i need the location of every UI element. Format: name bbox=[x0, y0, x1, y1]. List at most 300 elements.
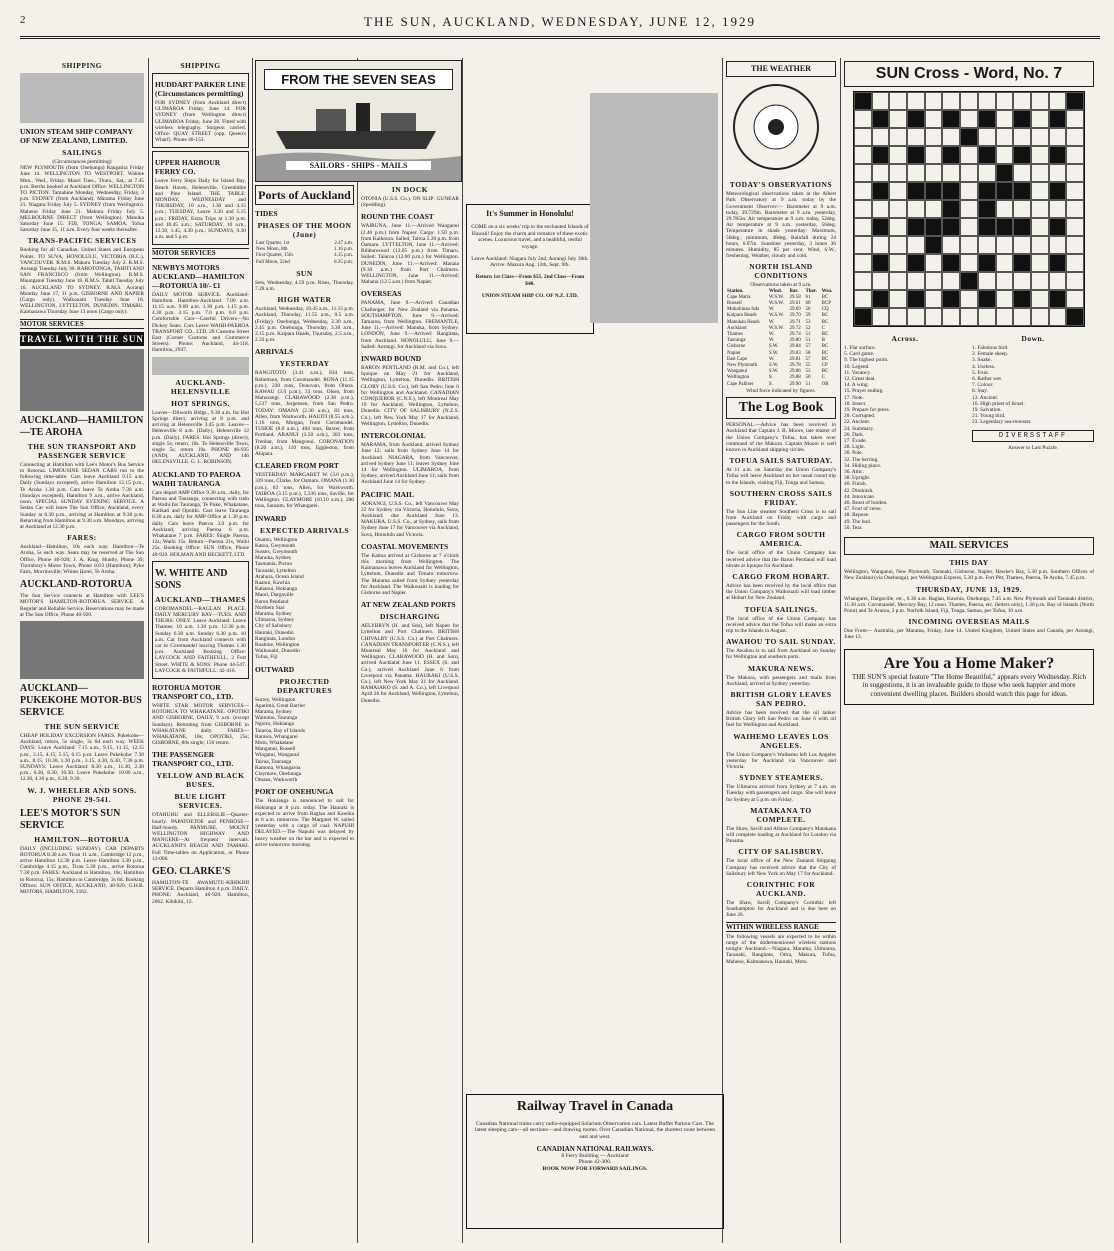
waihemo-text: The Union Company's Waihemo left Los Angeles yesterday for Auckland via Vancouver and Victoria. bbox=[726, 751, 836, 770]
table-cell: Wanganui bbox=[727, 369, 748, 375]
crossword-cell[interactable] bbox=[889, 236, 907, 254]
coast-text: WAIRUNA, June 11.—Arrived Wanganui (2.40 p.m.) from Napier. Cargo: 1.50 p.m. from Kaikoura. Sailed, Tairoa 5.30 p.m. from Oamaru. LYTTELTON, June 11.—Arrived: Ribbonwood (12.05 p.m.) from Timaru. Sailed: Taiaroa (12.00 p.m.) for Wellington. DUNEDIN, June 11.—Arrived: Manaia (9.30 a.m.) from Port Chalmers. WELLINGTON, June 11.—Arrived: Mahana (12.5 a.m.) from Napier. bbox=[361, 223, 459, 286]
ports-heading: Ports of Auckland bbox=[255, 185, 354, 205]
table-cell: Russell bbox=[727, 301, 742, 307]
crossword-cell[interactable] bbox=[907, 272, 925, 290]
list-item: Maori, Dargaville bbox=[255, 592, 294, 599]
crossword-cell[interactable] bbox=[1049, 128, 1067, 146]
crossword-cell[interactable] bbox=[854, 290, 872, 308]
table-cell: 55 bbox=[805, 363, 811, 369]
across-heading: Across. bbox=[891, 334, 919, 343]
crossword-cell[interactable] bbox=[1049, 308, 1067, 326]
crossword-cell[interactable] bbox=[1031, 182, 1049, 200]
mail-thursday: THURSDAY, JUNE 13, 1929. bbox=[915, 584, 1023, 594]
crossword-cell[interactable] bbox=[996, 146, 1014, 164]
crossword-cell[interactable] bbox=[907, 128, 925, 146]
white-heading: W. WHITE AND SONS bbox=[155, 567, 228, 591]
crossword-cell[interactable] bbox=[1031, 254, 1049, 272]
crossword-black-cell bbox=[960, 128, 978, 146]
paeroa-heading: AUCKLAND TO PAEROA WAIHI TAURANGA bbox=[152, 469, 241, 488]
crossword-black-cell bbox=[872, 290, 890, 308]
table-cell: 29.58 bbox=[789, 294, 801, 300]
table-cell: Cape Maria bbox=[727, 294, 751, 300]
column-rule bbox=[840, 58, 841, 1243]
crossword-cell[interactable] bbox=[889, 128, 907, 146]
list-item: Omana, Warkworth bbox=[255, 777, 298, 784]
pukekohe-text: CHEAP HOLIDAY EXCURSION FARES. Pukekohe—Auckland, return, 5s single, 3s 6d each way. WEEK DAYS: Leave Auckland: 7.15 a.m., 9.15, 11.15, 12.15 p.m., 3.15, 4.15, 5.15, 6.15 p.m. Leave Pukekohe: 7.30 a.m., 8.15, 10.30, 1.30 p.m., 3.15, 4.30, 6.30, 7.30 p.m. SUNDAYS: Leave Auckland: 8.30 a.m., 11.30, 2.30 p.m., 6.30, 8.30, 10.30. Leave Pukekohe: 10.00 a.m., 12.30, 4.30 p.m., 6.30, 9.30. bbox=[20, 732, 144, 783]
dock-heading: IN DOCK bbox=[391, 185, 429, 194]
crossword-cell[interactable] bbox=[960, 164, 978, 182]
crossword-cell[interactable] bbox=[1031, 146, 1049, 164]
crossword-cell[interactable] bbox=[872, 164, 890, 182]
railway-company: CANADIAN NATIONAL RAILWAYS. bbox=[536, 1144, 654, 1153]
crossword-black-cell bbox=[925, 218, 943, 236]
table-cell: W. bbox=[768, 356, 775, 362]
table-cell: 60 bbox=[805, 301, 811, 307]
crossword-cell[interactable] bbox=[889, 164, 907, 182]
down-list bbox=[972, 345, 1094, 426]
column-header: Bar. bbox=[789, 288, 799, 294]
rotorua-transport-text: WHITE STAR MOTOR SERVICES—ROTORUA TO WHAKATANE. OPOTIKI AND GISBORNE, DAILY, 9 a.m. (except Sundays). Returning from GISBORNE to WHAKATANE daily. FARES—WHAKATANE, 18s; OPOTIKI, 25s; GISBORNE, 80s single; 150 return. bbox=[152, 702, 249, 747]
clue-item: 30. Pole. bbox=[844, 450, 864, 457]
crossword-cell[interactable] bbox=[942, 236, 960, 254]
crossword-black-cell bbox=[907, 110, 925, 128]
cargo-heading: CARGO FROM SOUTH AMERICA. bbox=[736, 530, 826, 549]
crossword-cell[interactable] bbox=[942, 92, 960, 110]
table-cell: Gisborne bbox=[727, 344, 746, 350]
crossword-cell[interactable] bbox=[925, 146, 943, 164]
crossword-black-cell bbox=[942, 146, 960, 164]
list-item: Taranaki, Lyttelton bbox=[255, 567, 296, 574]
expected-list bbox=[255, 537, 354, 661]
rotorua-text: The Sun Service connects at Hamilton with LEE'S MOTOR'S HAMILTON-ROTORUA SERVICE. A Regular and Reliable Service. Reservations may be made at The Sun Office, Phone 40-920. bbox=[20, 593, 144, 618]
overseas-mail-heading: INCOMING OVERSEAS MAILS bbox=[908, 617, 1030, 627]
crossword-cell[interactable] bbox=[960, 182, 978, 200]
table-cell: Manukau Heads bbox=[727, 319, 760, 325]
crossword-cell[interactable] bbox=[996, 236, 1014, 254]
hobart-text: Advice has been received by the local office that the Union Company's Waikouaiti will load timber at Hobart for New Zealand. bbox=[726, 582, 836, 602]
crossword-cell[interactable] bbox=[889, 200, 907, 218]
list-item: Waikouaiti, Dunedin bbox=[255, 648, 300, 655]
clue-item: 46. Beast of burden. bbox=[844, 500, 888, 507]
harbour-heading: UPPER HARBOUR FERRY CO. bbox=[155, 158, 221, 177]
table-cell: Mokohinau Isds bbox=[727, 307, 760, 313]
crossword-black-cell bbox=[978, 110, 996, 128]
crossword-cell[interactable] bbox=[960, 308, 978, 326]
intercolonial-heading: INTERCOLONIAL bbox=[361, 431, 426, 441]
crossword-cell[interactable] bbox=[872, 236, 890, 254]
crossword-cell[interactable] bbox=[854, 182, 872, 200]
list-item: Ulimaroa, Sydney bbox=[255, 617, 295, 624]
crossword-cell[interactable] bbox=[996, 128, 1014, 146]
crossword-cell[interactable] bbox=[996, 254, 1014, 272]
crossword-cell[interactable] bbox=[996, 200, 1014, 218]
crossword-cell[interactable] bbox=[1066, 110, 1084, 128]
crossword-cell[interactable] bbox=[1013, 308, 1031, 326]
crossword-cell[interactable] bbox=[978, 92, 996, 110]
crossword-cell[interactable] bbox=[889, 272, 907, 290]
crossword-black-cell bbox=[978, 254, 996, 272]
list-item: Onamu, Wellington bbox=[255, 536, 298, 543]
table-cell: Napier bbox=[727, 350, 741, 356]
crossword-cell[interactable] bbox=[1066, 146, 1084, 164]
crossword-cell[interactable] bbox=[942, 272, 960, 290]
pacific-heading: PACIFIC MAIL bbox=[361, 489, 414, 499]
newby-text: DAILY MOTOR SERVICE. Auckland-Hamilton. Hamilton-Auckland. 7.00 a.m. 11.15 a.m. 9.00 a.m. 1.30 p.m. 1.15 p.m. 4.30 p.m. 3.15 p.m. 7.0 p.m. 6.0 p.m. Comfortable Cars—Careful Drivers—No Dickey Seats. Cars Leave WAIHI-PAEROA TRANSPORT CO., LTD. 29 Customs Street East (Corner Customs and Commerce Streets). Phone: Auckland, 44-118. Hamilton, 2947. bbox=[152, 291, 249, 354]
logbook-text: PERSONAL.—Advice has been received in Auckland that Captain J. B. Moore, late master of the Union Company's Tofua, has taken over command of the Makura. Captain Moore is well known in Auckland shipping circles. bbox=[726, 422, 836, 453]
crossword-cell[interactable] bbox=[1066, 254, 1084, 272]
table-cell: 52 bbox=[805, 325, 811, 331]
list-item: Katoa, Greymouth bbox=[255, 542, 296, 549]
clue-item: 15. Prayer ending. bbox=[844, 388, 884, 395]
route-text: Connecting at Hamilton with Lee's Motor's Bus Service to Rotorua. LIMOUSINE SEDAN CARS run to the following time-table: Cars leave Auckland 9.15 a.m. Daily (Sundays excepted), arrive Hamilton 12.15 p.m., Te Aroha 1.30 p.m. Cars leave Te Aroha 7.30 a.m. (Sundays excepted), Hamilton 9 a.m., arrive Auckland, noon. SPECIAL SUNDAY EVENING SERVICE. A Sedan Car will leave The Sun Office, Auckland, every Sunday at 6.30 p.m., arriving at Hamilton at 9.30 p.m. Returning from Hamilton at 9.30 a.m. Mondays, arriving at Auckland at 12.30 p.m. bbox=[20, 461, 144, 530]
pacific-text: AORANGI, U.S.S. Co., left Vancouver May 22 for Sydney via Victoria, Honolulu, Suva, Auckland; due Auckland June 13. MAKURA, U.S.S. Co., at Sydney, sails from Sydney June 17 for Vancouver via Auckland, Suva, Honolulu and Victoria. bbox=[361, 500, 459, 538]
crossword-cell[interactable] bbox=[978, 164, 996, 182]
crossword-black-cell bbox=[1013, 254, 1031, 272]
crossword-cell[interactable] bbox=[889, 110, 907, 128]
crossword-black-cell bbox=[978, 200, 996, 218]
crossword-black-cell bbox=[907, 218, 925, 236]
crossword-cell[interactable] bbox=[872, 92, 890, 110]
railway-book: BOOK NOW FOR FORWARD SAILINGS. bbox=[542, 1165, 648, 1172]
crossword-black-cell bbox=[942, 200, 960, 218]
pukekohe-sub: THE SUN SERVICE bbox=[44, 721, 120, 731]
crossword-black-cell bbox=[1013, 182, 1031, 200]
crossword-cell[interactable] bbox=[1031, 164, 1049, 182]
clue-item: 34. Hiding place. bbox=[844, 462, 882, 469]
crossword-cell[interactable] bbox=[1031, 200, 1049, 218]
table-cell: 29.88 bbox=[789, 375, 801, 381]
list-item: Ruahine, Wellington bbox=[255, 641, 300, 648]
crossword-cell[interactable] bbox=[907, 308, 925, 326]
table-cell: S.W. bbox=[768, 363, 779, 369]
crossword-black-cell bbox=[978, 290, 996, 308]
crossword-cell[interactable] bbox=[978, 308, 996, 326]
crossword-cell[interactable] bbox=[925, 272, 943, 290]
lee-sub: HAMILTON—ROTORUA bbox=[34, 834, 130, 844]
inward-heading: INWARD bbox=[255, 513, 287, 523]
hawaii-footer: UNION STEAM SHIP CO. OF N.Z. LTD. bbox=[481, 292, 579, 299]
corinthic-heading: CORINTHIC FOR AUCKLAND. bbox=[746, 880, 816, 899]
crossword-black-cell bbox=[1013, 146, 1031, 164]
crossword-black-cell bbox=[1013, 218, 1031, 236]
table-cell: 29.61 bbox=[789, 301, 801, 307]
crossword-cell[interactable] bbox=[960, 290, 978, 308]
crossword-cell[interactable] bbox=[978, 128, 996, 146]
crossword-cell[interactable] bbox=[907, 164, 925, 182]
table-cell: B bbox=[821, 338, 825, 344]
clue-item: 24. Summary. bbox=[844, 425, 875, 432]
crossword-cell[interactable] bbox=[907, 92, 925, 110]
down-heading: Down. bbox=[1021, 334, 1045, 343]
crossword-cell[interactable] bbox=[996, 110, 1014, 128]
crossword-cell[interactable] bbox=[925, 254, 943, 272]
crossword-black-cell bbox=[960, 272, 978, 290]
list-item: Tairua, Tauranga bbox=[255, 758, 292, 765]
crossword-cell[interactable] bbox=[854, 272, 872, 290]
table-cell: CQ bbox=[821, 307, 829, 313]
crossword-black-cell bbox=[1049, 146, 1067, 164]
crossword-cell[interactable] bbox=[1066, 128, 1084, 146]
crossword-cell[interactable] bbox=[872, 308, 890, 326]
list-item: Arahura, Ocean Island bbox=[255, 573, 304, 580]
crossword-black-cell bbox=[872, 218, 890, 236]
moon-heading: PHASES OF THE MOON (June) bbox=[257, 221, 352, 239]
north-heading: NORTH ISLAND CONDITIONS bbox=[749, 262, 813, 281]
table-cell: BC bbox=[821, 319, 829, 325]
crossword-cell[interactable] bbox=[996, 308, 1014, 326]
sydney-text: The Ulimaroa arrived from Sydney at 7 a.m. on Tuesday with passengers and cargo. She will leave for Sydney at 5 p.m. on Friday. bbox=[726, 784, 836, 803]
crossword-cell[interactable] bbox=[960, 254, 978, 272]
matakana-heading: MATAKANA TO COMPLETE. bbox=[750, 805, 812, 824]
crossword-black-cell bbox=[996, 218, 1014, 236]
crossword-cell[interactable] bbox=[1066, 236, 1084, 254]
crossword-cell[interactable] bbox=[1013, 128, 1031, 146]
mail-text: Wellington, Wanganui, New Plymouth, Taranaki, Gisborne, Napier, Hawke's Bay, 5.30 p.m. Southern Offices of New Zealand (via Onehunga), per Wellington Express, 5.30 p.m. Fort Pitt, Thames, Paeroa, Te Aroha, 7.45 p.m. bbox=[844, 569, 1094, 582]
sun-text: Sets, Wednesday, 4.59 p.m. Rises, Thursday, 7.28 a.m. bbox=[255, 279, 354, 293]
list-item: Wingatui, Wanganui bbox=[255, 752, 300, 759]
obs-text: Meteorological observations taken at the Albert Park Observatory at 9 a.m. today by the Government Observer:— Barometer at 9 a.m. today, 29.729in. Barometer at 9 a.m. yesterday, 29.785in. Air temperature at 9 a.m. today, 52deg. Air temperature at 9 a.m. yesterday, 56deg. Temperature in shade yesterday: Maximum, 56deg.; minimum, 48deg. Rainfall during 24 hours, 0.07in. Sunshine yesterday, 3 hours 36 minutes. Humidity, 85 per cent. Wind, S.W., freshening. Weather, cloudy and cold. bbox=[726, 191, 836, 260]
crossword-cell[interactable] bbox=[854, 164, 872, 182]
crossword-cell[interactable] bbox=[996, 92, 1014, 110]
table-cell: BC bbox=[821, 350, 829, 356]
huddart-text: FOR SYDNEY (from Auckland direct) ULIMAROA Friday, June 14. FOR SYDNEY (from Wellington direct) ULIMAROA Friday, June 28. Fitted with wireless telegraphy. Surgeon carried. Office: QUAY STREET (opp. Queen's Wharf). Phone 40-153. bbox=[155, 100, 246, 144]
column-shipping-2 bbox=[152, 58, 249, 1243]
crossword-cell[interactable] bbox=[925, 290, 943, 308]
crossword-cell[interactable] bbox=[925, 308, 943, 326]
crossword-cell[interactable] bbox=[925, 110, 943, 128]
nz-ports-sub: DISCHARGING bbox=[379, 612, 441, 622]
crossword-cell[interactable] bbox=[889, 308, 907, 326]
crossword-cell[interactable] bbox=[889, 290, 907, 308]
column-shipping-right bbox=[466, 330, 716, 970]
waihemo-heading: WAIHEMO LEAVES LOS ANGELES. bbox=[733, 731, 829, 750]
crossword-cell[interactable] bbox=[1049, 92, 1067, 110]
table-cell: 58 bbox=[805, 350, 811, 356]
crossword-cell[interactable] bbox=[942, 128, 960, 146]
nz-ports-heading: AT NEW ZEALAND PORTS bbox=[361, 600, 456, 610]
crossword-black-cell bbox=[1066, 308, 1084, 326]
crossword-cell[interactable] bbox=[1013, 200, 1031, 218]
crossword-cell[interactable] bbox=[1031, 110, 1049, 128]
blue-text: OTAHUHU and ELLERSLIE—Quarter-hourly. PAPATOETOE and PENROSE—Half-hourly. PANMURE, MOUNT WELLINGTON HIGHWAY AND MANGERE—At frequent intervals. AUCKLAND'S BEACH AND TAMAKI. Full Time-tables on Application, or Phone 12-006. bbox=[152, 812, 249, 862]
crossword-black-cell bbox=[907, 182, 925, 200]
cleared-text: YESTERDAY: MARGARET W. (3.0 p.m.), 339 tons, Clarke, for Oamaru. OMANA (1.30 p.m.), 83 tons, Allen, for Warkworth. TAIROA (3.15 p.m.), 5,336 tons, Saville, for Wellington. CLAYMORE (10.10 a.m.), 286 tons, Sansum, for Whangarei. bbox=[255, 472, 354, 510]
across-list bbox=[844, 345, 966, 531]
column-header: Wea. bbox=[821, 288, 833, 294]
crossword-cell[interactable] bbox=[1066, 272, 1084, 290]
crossword-cell[interactable] bbox=[1066, 200, 1084, 218]
list-item: Rangitata, London bbox=[255, 635, 296, 642]
wireless-text: The following vessels are expected to be within range of the undermentioned wireless stations tonight: Auckland.—Niagara, Marama, Ulimaroa, Taranaki, Rangitata, Otira, Makura, Tofua, Maheno, Kaimanawa, Hauraki, Motu. bbox=[726, 933, 836, 965]
crossword-cell[interactable] bbox=[854, 110, 872, 128]
makura-heading: MAKURA NEWS. bbox=[747, 663, 814, 673]
salisbury-heading: CITY OF SALISBURY. bbox=[738, 847, 824, 857]
homemaker-text: THE SUN'S special feature "The Home Beautiful," appears every Wednesday. Rich in suggestions, it is an invaluable guide to those who seek happier and more convenient dwelling places. Builders should watch this page for ideas. bbox=[851, 672, 1087, 698]
tofua-heading: TOFUA SAILS SATURDAY. bbox=[729, 456, 833, 466]
cleared-heading: CLEARED FROM PORT bbox=[255, 461, 339, 471]
crossword-cell[interactable] bbox=[854, 254, 872, 272]
column-shipping-news bbox=[361, 182, 459, 1242]
crossword-cell[interactable] bbox=[1031, 236, 1049, 254]
crossword-cell[interactable] bbox=[1013, 164, 1031, 182]
table-cell: New Plymouth bbox=[727, 363, 758, 369]
crossword-black-cell bbox=[942, 218, 960, 236]
crossword-black-cell bbox=[1049, 218, 1067, 236]
crossword-cell[interactable] bbox=[942, 164, 960, 182]
crossword-cell[interactable] bbox=[1013, 236, 1031, 254]
page-number: 2 bbox=[20, 14, 28, 26]
crossword-cell[interactable] bbox=[978, 272, 996, 290]
crossword-cell[interactable] bbox=[889, 182, 907, 200]
crossword-cell[interactable] bbox=[854, 236, 872, 254]
crossword-cell[interactable] bbox=[1066, 290, 1084, 308]
crossword-cell[interactable] bbox=[1049, 236, 1067, 254]
clue-item: 16. High priest of Israel. bbox=[972, 400, 1025, 407]
list-item: Kahanui, Hokianga bbox=[255, 586, 297, 593]
outward-heading: OUTWARD bbox=[255, 664, 295, 674]
crossword-cell[interactable] bbox=[1049, 200, 1067, 218]
crossword-black-cell bbox=[978, 146, 996, 164]
crossword-cell[interactable] bbox=[889, 92, 907, 110]
harbour-box bbox=[152, 151, 249, 245]
crossword-cell[interactable] bbox=[854, 146, 872, 164]
clue-item: 9. The highest point. bbox=[844, 357, 889, 364]
crossword-black-cell bbox=[1049, 110, 1067, 128]
crossword-cell[interactable] bbox=[889, 218, 907, 236]
table-cell: Wellington bbox=[727, 375, 750, 381]
crossword-cell[interactable] bbox=[996, 290, 1014, 308]
moon-phase: First Quarter, 15th bbox=[256, 253, 293, 259]
clue-item: 1. Fabulous bird. bbox=[972, 345, 1009, 351]
crossword-cell[interactable] bbox=[942, 308, 960, 326]
crossword-cell[interactable] bbox=[1031, 128, 1049, 146]
crossword-cell[interactable] bbox=[907, 236, 925, 254]
crossword-cell[interactable] bbox=[1031, 290, 1049, 308]
crossword-cell[interactable] bbox=[925, 92, 943, 110]
crossword-cell[interactable] bbox=[854, 200, 872, 218]
moon-phase: Last Quarter, 1st bbox=[256, 241, 290, 246]
fares-heading: FARES: bbox=[67, 533, 97, 543]
crossword-cell[interactable] bbox=[872, 200, 890, 218]
clue-item: 38. Upright. bbox=[844, 475, 871, 482]
crossword-cell[interactable] bbox=[1031, 92, 1049, 110]
crossword-cell[interactable] bbox=[1031, 308, 1049, 326]
crossword-cell[interactable] bbox=[1049, 272, 1067, 290]
table-cell: S.W. bbox=[768, 350, 779, 356]
crossword-cell[interactable] bbox=[960, 200, 978, 218]
crossword-cell[interactable] bbox=[1049, 164, 1067, 182]
table-cell: W.S.W. bbox=[768, 313, 784, 319]
crossword-cell[interactable] bbox=[996, 272, 1014, 290]
newspaper-title: THE SUN, AUCKLAND, WEDNESDAY, JUNE 12, 1929 bbox=[364, 14, 756, 29]
crossword-cell[interactable] bbox=[960, 236, 978, 254]
list-item: Claymore, Onehunga bbox=[255, 771, 302, 777]
crossword-cell[interactable] bbox=[925, 164, 943, 182]
table-cell: 29.78 bbox=[789, 363, 801, 369]
crossword-cell[interactable] bbox=[925, 200, 943, 218]
list-item: Manuka, Sydney bbox=[255, 555, 292, 562]
crossword-cell[interactable] bbox=[889, 254, 907, 272]
clue-item: 5. Fruit. bbox=[972, 369, 990, 376]
crossword-cell[interactable] bbox=[960, 110, 978, 128]
crossword-black-cell bbox=[1013, 290, 1031, 308]
crossword-black-cell bbox=[907, 290, 925, 308]
crossword-cell[interactable] bbox=[1066, 218, 1084, 236]
crossword-black-cell bbox=[1066, 92, 1084, 110]
crossword-cell[interactable] bbox=[1013, 92, 1031, 110]
crossword-cell[interactable] bbox=[978, 236, 996, 254]
crossword-black-cell bbox=[1049, 290, 1067, 308]
down-clues bbox=[972, 331, 1094, 531]
rotorua-transport-heading: ROTORUA MOTOR TRANSPORT CO., LTD. bbox=[152, 682, 234, 701]
crossword-cell[interactable] bbox=[854, 128, 872, 146]
clue-item: 1. Flat surface. bbox=[844, 345, 877, 351]
crossword-cell[interactable] bbox=[960, 146, 978, 164]
crossword-cell[interactable] bbox=[1031, 272, 1049, 290]
table-cell: CP bbox=[821, 363, 828, 369]
cargo-text: The local office of the Union Company has received advice that the Baron Pentland will load nitrate at Iquique for Auckland. bbox=[726, 550, 836, 569]
clue-item: 7. Colour. bbox=[972, 382, 994, 389]
yellow-buses: YELLOW AND BLACK BUSES. bbox=[156, 771, 245, 790]
salisbury-text: The local office of the New Zealand Shipping Company has received advice that the City of Salisbury left New York on May 17 for Auckland. bbox=[726, 858, 836, 877]
crossword-cell[interactable] bbox=[1066, 164, 1084, 182]
crossword-cell[interactable] bbox=[907, 200, 925, 218]
crossword-cell[interactable] bbox=[872, 128, 890, 146]
column-shipping-motor bbox=[20, 58, 144, 1243]
clue-item: 32. The herring. bbox=[844, 456, 879, 463]
arrivals-text: RANGITOTO (3.41 a.m.), 834 tons, Robertson, from Coromandel. RONA (11.15 p.m.), 220 tons, Donovan, from Ohura. KAWAU (3.0 p.m.), 33 tons, Olsen, from Mahurangi. CLARAWOOD (2.30 p.m.), 5,517 tons, Jorgensen, from San Pedro. TODAY: OMANA (2.30 a.m.), 83 tons, Allen, from Warkworth. HAUITI (8.55 a.m.), 1.16 tons, Morgan, from Coromandel. TUHOE (8.0 a.m.), 404 tons, Baxter, from Portland. ARANUI (3.50 a.m.), 383 tons, Trenbar, from Mangonui. CORONATION (8.20 a.m.), 110 tons, Eggleston, from Ahipara. bbox=[255, 370, 354, 458]
crossword-black-cell bbox=[907, 146, 925, 164]
coast-heading: ROUND THE COAST bbox=[361, 212, 434, 222]
list-item: Tasmania, Picton bbox=[255, 561, 293, 568]
crossword-cell[interactable] bbox=[872, 272, 890, 290]
crossword-cell[interactable] bbox=[1031, 218, 1049, 236]
crossword-cell[interactable] bbox=[960, 218, 978, 236]
list-item: Raanui, Kawhia bbox=[255, 579, 290, 586]
helensville-sub: HOT SPRINGS. bbox=[171, 398, 230, 408]
mail-today: THIS DAY bbox=[949, 558, 989, 568]
table-cell: Tauranga bbox=[727, 338, 746, 344]
table-cell: W.S.W. bbox=[768, 325, 784, 331]
crossword-black-cell bbox=[872, 146, 890, 164]
crossword-cell[interactable] bbox=[960, 92, 978, 110]
motor-services-heading: MOTOR SERVICES bbox=[20, 319, 144, 329]
crossword-black-cell bbox=[1049, 182, 1067, 200]
crossword-heading: SUN Cross - Word, No. 7 bbox=[844, 61, 1094, 87]
list-item: Waitomo, Tauranga bbox=[255, 715, 298, 722]
crossword-cell[interactable] bbox=[925, 128, 943, 146]
clue-item: 12. Great deal. bbox=[844, 376, 876, 383]
hawaii-heading: It's Summer in Honolulu! bbox=[486, 209, 574, 218]
crossword-cell[interactable] bbox=[1066, 182, 1084, 200]
crossword-black-cell bbox=[942, 290, 960, 308]
expected-heading: EXPECTED ARRIVALS bbox=[259, 525, 349, 535]
railway-heading: Railway Travel in Canada bbox=[516, 1099, 674, 1114]
table-cell: 29.90 bbox=[789, 381, 801, 387]
homemaker-ad bbox=[844, 649, 1094, 706]
table-cell: S. bbox=[768, 375, 773, 381]
crossword-cell[interactable] bbox=[854, 218, 872, 236]
crossword-cell[interactable] bbox=[1013, 272, 1031, 290]
table-cell: 29.72 bbox=[789, 325, 801, 331]
table-cell: 29.86 bbox=[789, 369, 801, 375]
crossword-cell[interactable] bbox=[889, 146, 907, 164]
clue-item: 47. Foot of verse. bbox=[844, 506, 882, 513]
last-puzzle-answer: DIVERSSTAFF bbox=[972, 430, 1094, 442]
departures-heading: PROJECTED DEPARTURES bbox=[276, 676, 333, 695]
obs-heading: TODAY'S OBSERVATIONS bbox=[729, 180, 833, 190]
